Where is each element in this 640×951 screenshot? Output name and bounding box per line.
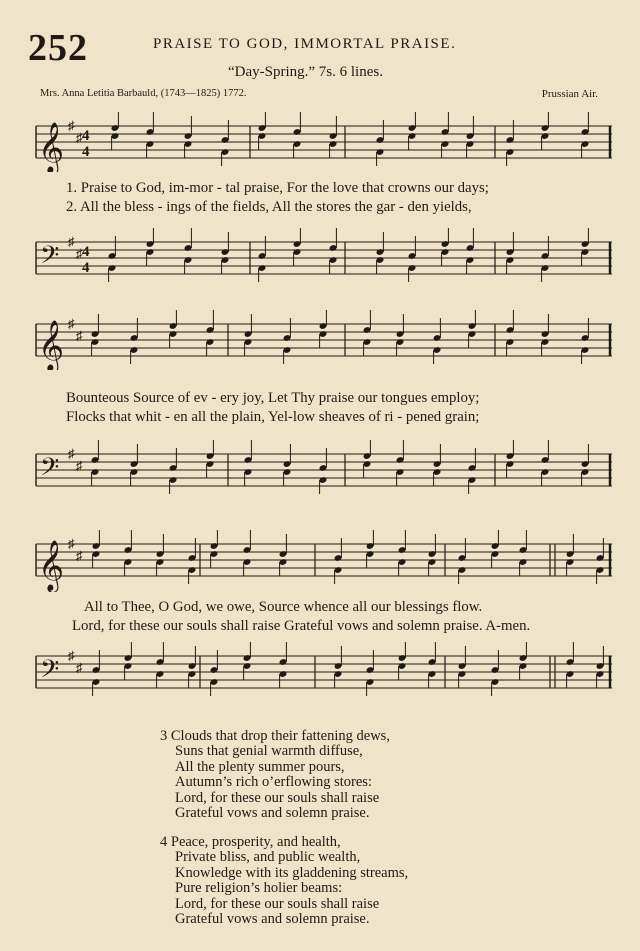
tune-meter-line: “Day-Spring.” 7s. 6 lines.	[228, 64, 383, 80]
svg-text:𝄞: 𝄞	[38, 122, 65, 172]
stanza-4	[160, 835, 408, 927]
svg-text:♯: ♯	[68, 648, 75, 663]
svg-text:♯: ♯	[76, 130, 83, 145]
lyric-line-2-verse-1: Bounteous Source of ev - ery joy, Let Thy praise our tongues employ;	[66, 390, 480, 406]
stanza-line: Pure religion’s holier beams:	[175, 880, 343, 897]
treble-staff-system-3	[0, 530, 640, 592]
svg-text:♯: ♯	[76, 458, 83, 473]
svg-text:4: 4	[82, 244, 90, 260]
stanza-line: Knowledge with its gladdening streams,	[175, 864, 409, 881]
lyric-line-3-verse-2: Lord, for these our souls shall raise Grateful vows and solemn praise. A-men.	[72, 618, 531, 634]
stanza-line: Autumn’s rich o’erflowing stores:	[175, 774, 372, 791]
lyric-line-3-verse-1: All to Thee, O God, we owe, Source whence all our blessings flow.	[84, 599, 483, 615]
stanza-number: 4	[160, 834, 168, 850]
bass-staff-system-3	[0, 642, 640, 702]
svg-text:𝄞: 𝄞	[38, 540, 65, 591]
tune-source: Prussian Air.	[541, 88, 598, 100]
bass-staff-system-1	[0, 228, 640, 288]
stanza-line: Suns that genial warmth diffuse,	[175, 743, 363, 760]
stanza-line: Grateful vows and solemn praise.	[175, 911, 370, 928]
svg-text:♯: ♯	[76, 548, 83, 563]
stanza-line: Lord, for these our souls shall raise	[175, 789, 380, 806]
stanza-3	[160, 729, 390, 821]
stanza-line: All the plenty summer pours,	[175, 758, 345, 775]
svg-text:♯: ♯	[68, 536, 75, 551]
svg-text:♯: ♯	[68, 446, 75, 461]
stanza-line: Clouds that drop their fattening dews,	[170, 728, 390, 744]
svg-text:4: 4	[82, 260, 90, 276]
hymn-title: PRAISE TO GOD, IMMORTAL PRAISE.	[153, 36, 457, 52]
svg-text:♯: ♯	[76, 246, 83, 261]
treble-staff-system-1	[0, 112, 640, 172]
treble-staff-system-2	[0, 310, 640, 370]
svg-text:𝄢: 𝄢	[40, 453, 60, 488]
author-credit: Mrs. Anna Letitia Barbauld, (1743—1825) 1772.	[40, 88, 247, 99]
svg-text:♯: ♯	[68, 316, 75, 331]
svg-text:𝄢: 𝄢	[40, 241, 60, 276]
hymn-number: 252	[28, 27, 88, 69]
svg-text:♯: ♯	[68, 118, 75, 133]
svg-text:♯: ♯	[76, 328, 83, 343]
svg-text:4: 4	[82, 144, 90, 160]
svg-text:♯: ♯	[68, 234, 75, 249]
lyric-line-1-verse-1: 1. Praise to God, im-mor - tal praise, For the love that crowns our days;	[66, 180, 489, 196]
stanza-line: Grateful vows and solemn praise.	[175, 805, 370, 822]
svg-text:4: 4	[82, 128, 90, 144]
stanza-line: Peace, prosperity, and health,	[170, 834, 341, 850]
svg-text:𝄞: 𝄞	[38, 320, 65, 370]
svg-text:♯: ♯	[76, 660, 83, 675]
lyric-line-2-verse-2: Flocks that whit - en all the plain, Yel-low sheaves of ri - pened grain;	[66, 409, 480, 425]
svg-text:𝄢: 𝄢	[40, 655, 60, 690]
stanza-line: Private bliss, and public wealth,	[175, 849, 361, 866]
lyric-line-1-verse-2: 2. All the bless - ings of the fields, All the stores the gar - den yields,	[66, 199, 472, 215]
stanza-line: Lord, for these our souls shall raise	[175, 895, 380, 912]
stanza-number: 3	[160, 728, 168, 744]
bass-staff-system-2	[0, 440, 640, 500]
